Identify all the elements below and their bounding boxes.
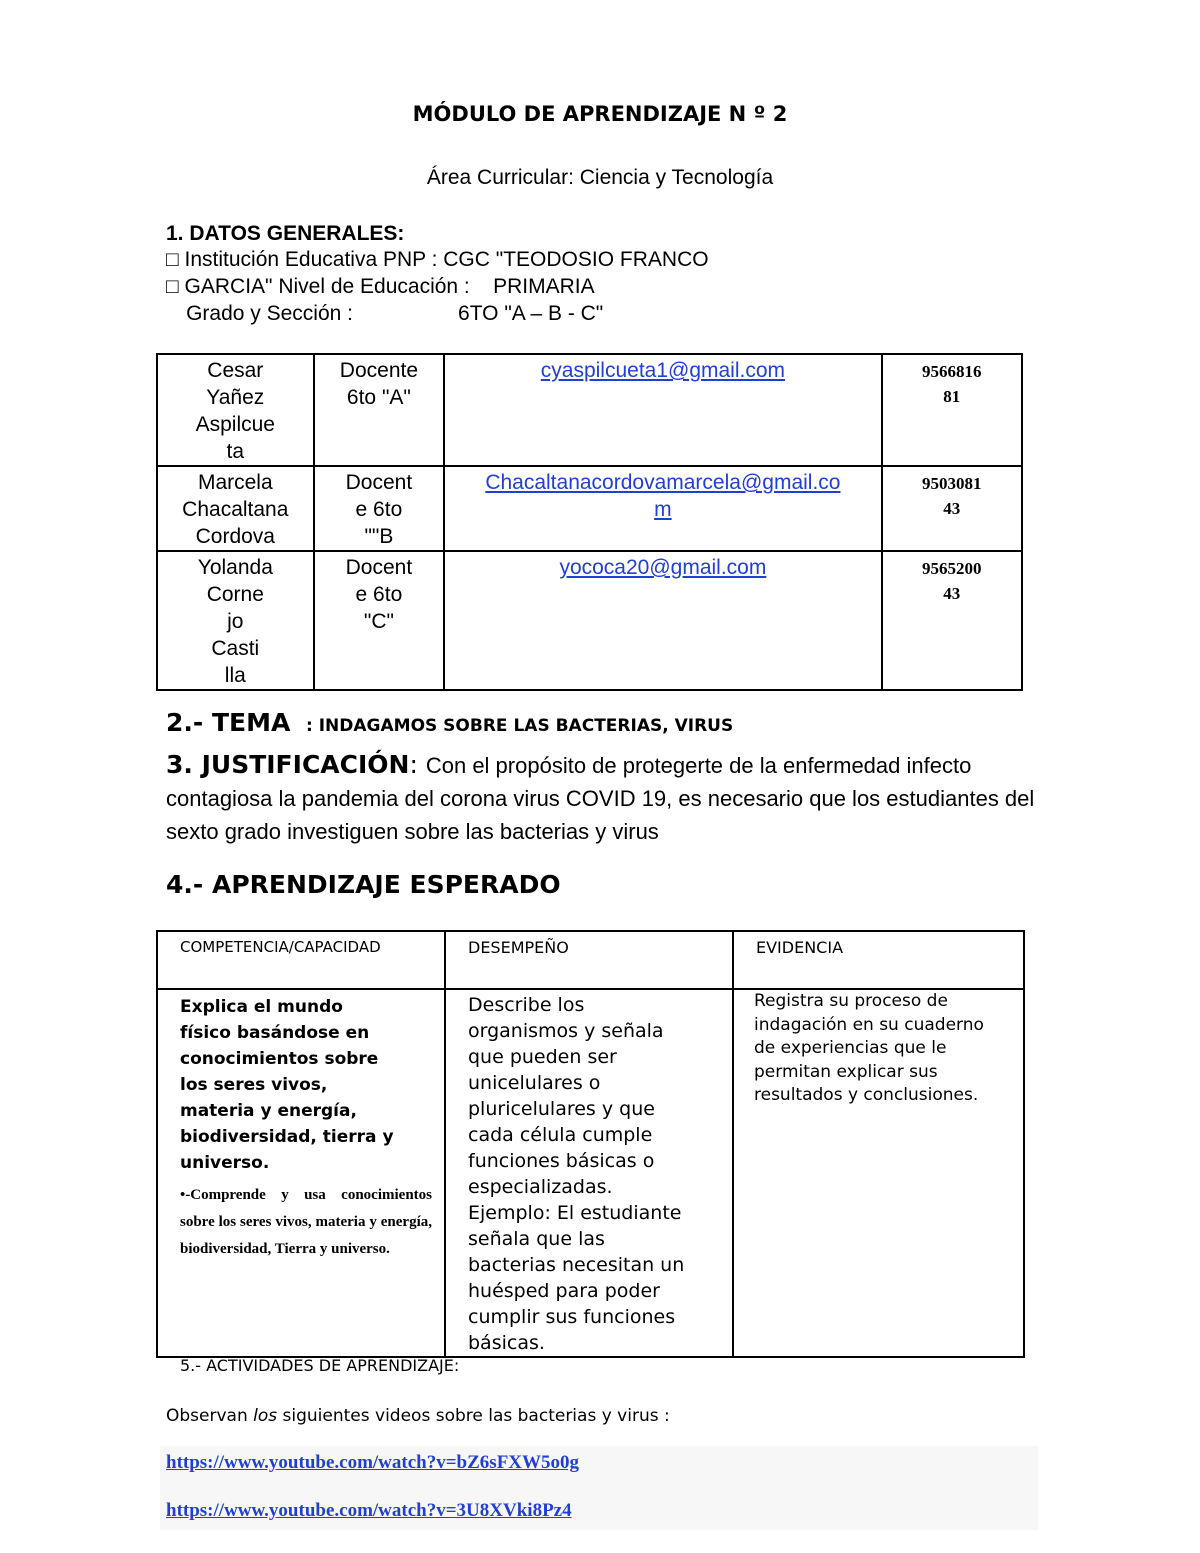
video-link[interactable]: https://www.youtube.com/watch?v=bZ6sFXW5o0g xyxy=(166,1452,580,1473)
tema-label: 2.- TEMA xyxy=(166,708,291,737)
tema-value: : INDAGAMOS SOBRE LAS BACTERIAS, VIRUS xyxy=(306,716,734,736)
email-link[interactable]: cyaspilcueta1@gmail.com xyxy=(540,359,786,382)
capacidad-text: •-Comprende y usa conocimientos sobre los seres vivos, materia y energía, biodiversidad, Tierra y universo. xyxy=(180,1187,432,1257)
table-row xyxy=(157,989,1024,1357)
docente-email xyxy=(444,466,881,551)
bullet-icon: □ xyxy=(166,248,179,271)
email-link[interactable]: yococa20@gmail.com xyxy=(559,556,767,579)
docente-role: Docente 6to "A" xyxy=(314,354,445,466)
header-desempeno: DESEMPEÑO xyxy=(445,931,733,989)
datos-generales-heading: 1. DATOS GENERALES: xyxy=(166,222,405,245)
table-row xyxy=(157,466,1022,551)
docente-name: Yolanda Corne jo Casti lla xyxy=(157,551,314,690)
table-row xyxy=(157,551,1022,690)
docente-phone: 9565200 43 xyxy=(882,551,1022,690)
datos-line-grado: Grado y Sección : 6TO "A – B - C" xyxy=(166,302,603,326)
datos-line-institucion: □ Institución Educativa PNP : CGC "TEODOSIO FRANCO xyxy=(166,248,709,271)
email-link[interactable]: Chacaltanacordovamarcela@gmail.co m xyxy=(485,471,841,521)
table-header-row xyxy=(157,931,1024,989)
page-title: MÓDULO DE APRENDIZAJE N º 2 xyxy=(412,102,788,126)
curricular-area: Área Curricular: Ciencia y Tecnología xyxy=(426,166,774,189)
table-row xyxy=(157,354,1022,466)
competencia-text: Explica el mundo físico basándose en conocimientos sobre los seres vivos, materia y energía, biodiversidad, tierra y universo. xyxy=(180,997,394,1173)
datos-line-nivel: □ GARCIA" Nivel de Educación : PRIMARIA xyxy=(166,275,595,298)
competencia-cell xyxy=(157,989,445,1357)
observan-text: Observan los siguientes videos sobre las bacterias y virus : xyxy=(166,1406,670,1426)
docente-phone: 9566816 81 xyxy=(882,354,1022,466)
docente-role: Docent e 6to "C" xyxy=(314,551,445,690)
header-competencia: COMPETENCIA/CAPACIDAD xyxy=(157,931,445,989)
bullet-icon: □ xyxy=(166,275,179,298)
aprendizaje-table xyxy=(156,930,1025,1358)
actividades-heading: 5.- ACTIVIDADES DE APRENDIZAJE: xyxy=(180,1356,460,1375)
docente-name: Cesar Yañez Aspilcue ta xyxy=(157,354,314,466)
video-link[interactable]: https://www.youtube.com/watch?v=3U8XVki8Pz4 xyxy=(166,1500,572,1521)
justificacion-text: Con el propósito de protegerte de la enfermedad infecto contagiosa la pandemia del corona virus COVID 19, es necesario que los estudiantes del sexto grado investiguen sobre las bacterias y virus xyxy=(166,753,1035,844)
desempeno-cell: Describe los organismos y señala que pueden ser unicelulares o pluricelulares y que cada célula cumple funciones básicas o especializadas. Ejemplo: El estudiante señala que las bacterias necesitan un huésped para poder cumplir sus funciones básicas. xyxy=(445,989,733,1357)
docente-name: Marcela Chacaltana Cordova xyxy=(157,466,314,551)
aprendizaje-heading: 4.- APRENDIZAJE ESPERADO xyxy=(166,870,561,899)
docente-role: Docent e 6to ""B xyxy=(314,466,445,551)
justificacion-paragraph: 3. JUSTIFICACIÓN: Con el propósito de protegerte de la enfermedad infecto contagiosa la pandemia del corona virus COVID 19, es necesario que los estudiantes del sexto grado investiguen sobre las bacterias y virus xyxy=(166,750,1035,844)
justificacion-label: 3. JUSTIFICACIÓN xyxy=(166,750,410,779)
evidencia-cell: Registra su proceso de indagación en su cuaderno de experiencias que le permitan explicar sus resultados y conclusiones. xyxy=(733,989,1024,1357)
docente-email xyxy=(444,551,881,690)
docente-phone: 9503081 43 xyxy=(882,466,1022,551)
docente-email xyxy=(444,354,881,466)
header-evidencia: EVIDENCIA xyxy=(733,931,1024,989)
docentes-table xyxy=(156,353,1023,691)
